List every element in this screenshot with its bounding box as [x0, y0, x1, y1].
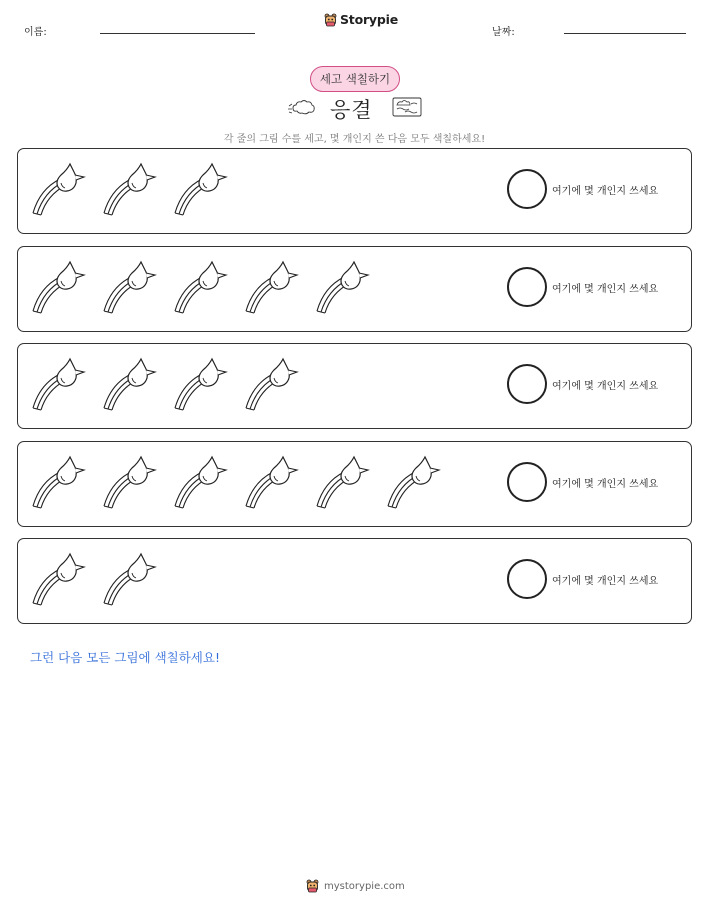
answer-circle[interactable] — [507, 559, 547, 599]
brand-logo — [324, 12, 398, 27]
falling-water-drop-icon — [172, 454, 243, 514]
count-row — [17, 343, 692, 429]
picture-group — [30, 356, 314, 416]
site-footer — [306, 879, 405, 893]
steam-cloud-icon — [287, 96, 317, 118]
falling-water-drop-icon — [101, 259, 172, 319]
falling-water-drop-icon — [314, 454, 385, 514]
falling-water-drop-icon — [243, 259, 314, 319]
brand-name: Storypie — [340, 12, 398, 27]
falling-water-drop-icon — [172, 259, 243, 319]
answer-circle[interactable] — [507, 462, 547, 502]
falling-water-drop-icon — [101, 356, 172, 416]
falling-water-drop-icon — [30, 161, 101, 221]
answer-prompt: 여기에 몇 개인지 쓰세요 — [552, 186, 659, 197]
falling-water-drop-icon — [243, 356, 314, 416]
falling-water-drop-icon — [30, 454, 101, 514]
falling-water-drop-icon — [243, 454, 314, 514]
instruction-text: 각 줄의 그림 수를 세고, 몇 개인지 쓴 다음 모두 색칠하세요! — [223, 134, 486, 145]
picture-group — [30, 454, 456, 514]
count-row — [17, 246, 692, 332]
count-row — [17, 538, 692, 624]
falling-water-drop-icon — [101, 161, 172, 221]
answer-prompt: 여기에 몇 개인지 쓰세요 — [552, 576, 659, 587]
site-url: mystorypie.com — [324, 880, 405, 892]
answer-circle[interactable] — [507, 364, 547, 404]
answer-circle[interactable] — [507, 267, 547, 307]
color-instruction: 그런 다음 모든 그림에 색칠하세요! — [30, 650, 220, 665]
count-row — [17, 441, 692, 527]
activity-badge: 세고 색칠하기 — [310, 66, 400, 92]
storypie-mascot-icon — [324, 13, 337, 27]
weather-card-icon — [392, 96, 422, 118]
falling-water-drop-icon — [172, 356, 243, 416]
date-label: 날짜: — [492, 27, 515, 38]
storypie-mascot-icon — [306, 879, 319, 893]
falling-water-drop-icon — [30, 259, 101, 319]
falling-water-drop-icon — [385, 454, 456, 514]
date-field-line[interactable] — [564, 33, 686, 34]
falling-water-drop-icon — [101, 454, 172, 514]
picture-group — [30, 161, 243, 221]
falling-water-drop-icon — [172, 161, 243, 221]
falling-water-drop-icon — [101, 551, 172, 611]
answer-prompt: 여기에 몇 개인지 쓰세요 — [552, 479, 659, 490]
falling-water-drop-icon — [30, 551, 101, 611]
count-row — [17, 148, 692, 234]
answer-prompt: 여기에 몇 개인지 쓰세요 — [552, 381, 659, 392]
picture-group — [30, 259, 385, 319]
falling-water-drop-icon — [30, 356, 101, 416]
falling-water-drop-icon — [314, 259, 385, 319]
picture-group — [30, 551, 172, 611]
name-label: 이름: — [24, 27, 47, 38]
name-field-line[interactable] — [100, 33, 255, 34]
answer-circle[interactable] — [507, 169, 547, 209]
worksheet-title: 응결 — [330, 98, 373, 122]
answer-prompt: 여기에 몇 개인지 쓰세요 — [552, 284, 659, 295]
